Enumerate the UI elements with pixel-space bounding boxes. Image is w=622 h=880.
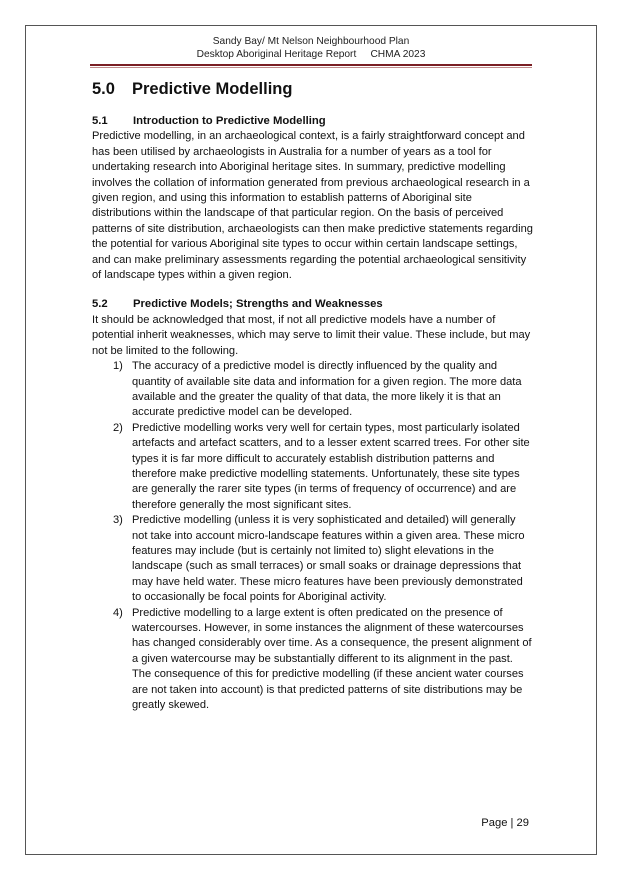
list-item-text: Predictive modelling to a large extent is often predicated on the presence of watercourses. However, in some instances the alignment of these watercourses has changed considerably over time. As a consequence, the present alignment of a given watercourse may be substantially different to its alignment in the past. The consequence of this for predictive modelling (if these ancient water courses are not taken into account) is that predicted patterns of site distributions may be greatly skewed. xyxy=(132,606,532,712)
list-item-text: Predictive modelling (unless it is very sophisticated and detailed) will generally not take into account micro-landscape features within a given area. These micro features may include (but is certainly not limited to) slight elevations in the landscape (such as small terraces) or small soaks or drainage depressions that may have held water. These micro features have been previously demonstrated to occasionally be focal points for Aboriginal activity. xyxy=(132,514,525,604)
header-line2 xyxy=(90,49,532,62)
list-item xyxy=(92,421,534,513)
list-item xyxy=(92,359,534,421)
section-title: Predictive Modelling xyxy=(132,80,293,98)
list-item xyxy=(92,606,534,714)
list-marker: 4) xyxy=(113,606,123,619)
subsection-heading xyxy=(92,114,534,129)
page-content xyxy=(92,78,534,713)
subsection-title: Predictive Models; Strengths and Weaknesses xyxy=(133,298,383,311)
subsection-title: Introduction to Predictive Modelling xyxy=(133,115,326,127)
list-marker: 2) xyxy=(113,421,123,434)
list-item xyxy=(92,513,534,605)
paragraph: It should be acknowledged that most, if not all predictive models have a number of potential inherit weaknesses, which may serve to limit their value. These include, but may not be limited to the following. xyxy=(92,313,531,357)
section-number: 5.0 xyxy=(92,80,115,98)
section-heading xyxy=(92,78,534,100)
subsection-number: 5.2 xyxy=(92,298,108,311)
subsection-heading xyxy=(92,297,534,312)
header-rule xyxy=(90,64,532,66)
header-line1: Sandy Bay/ Mt Nelson Neighbourhood Plan xyxy=(212,36,410,47)
subsection-intro xyxy=(92,114,534,283)
list-marker: 3) xyxy=(113,514,123,527)
header-rule-thin xyxy=(90,67,532,68)
header-report-title: Desktop Aboriginal Heritage Report xyxy=(196,48,357,60)
page-number: Page | 29 xyxy=(481,817,529,829)
subsection-strengths-weaknesses xyxy=(92,297,534,713)
subsection-number: 5.1 xyxy=(92,115,108,127)
list-marker: 1) xyxy=(113,360,123,373)
list-item-text: Predictive modelling works very well for certain types, most particularly isolated artefacts and artefact scatters, and to a lesser extent scarred trees. For other site types it is far more difficult to accurately establish distribution patterns and therefore make predictive modelling statements. Unfortunately, these site types are generally the rarer site types (in terms of frequency of occurrence) and are therefore generally the most significant sites. xyxy=(132,421,530,511)
page-header xyxy=(90,36,532,61)
numbered-list xyxy=(92,359,534,713)
header-org-year: CHMA 2023 xyxy=(370,48,426,60)
paragraph: Predictive modelling, in an archaeological context, is a fairly straightforward concept and has been utilised by archaeologists in Australia for a number of years as a tool for undertaking research into Aboriginal heritage sites. In summary, predictive modelling involves the collation of information generated from previous archaeological research in a given region, and using this information to establish patterns of Aboriginal site distributions within the landscape of that particular region. On the basis of perceived patterns of site distribution, archaeologists can then make predictive statements regarding the potential for various Aboriginal site types to occur within certain landscape settings, and can make preliminary assessments regarding the potential archaeological sensitivity of landscape types within a given region. xyxy=(92,130,533,282)
list-item-text: The accuracy of a predictive model is directly influenced by the quality and quantity of available site data and information for a given region. The more data available and the greater the quality of that data, the more likely it is that an accurate predictive model can be developed. xyxy=(132,360,522,419)
